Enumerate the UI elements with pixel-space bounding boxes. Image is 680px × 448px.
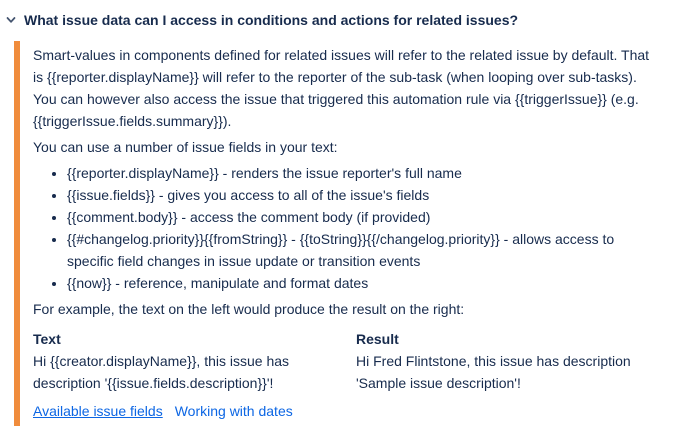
list-item: • {{now}} - reference, manipulate and format dates [67,272,645,294]
list-item: • {{comment.body}} - access the comment body (if provided) [67,206,645,228]
faq-question-title[interactable]: What issue data can I access in conditions and actions for related issues? [24,12,519,28]
faq-question-toggle[interactable] [0,0,680,30]
link-available-issue-fields[interactable]: Available issue fields [33,403,163,419]
example-result-body: Hi Fred Flintstone, this issue has description 'Sample issue description'! [356,353,631,391]
answer-paragraph-intro-fields: You can use a number of issue fields in your text: [33,139,338,155]
chevron-down-icon[interactable] [5,14,17,26]
list-item: • {{issue.fields}} - gives you access to all of the issue's fields [67,184,645,206]
related-links [33,400,656,422]
example-text-body: Hi {{creator.displayName}}, this issue has description '{{issue.fields.description}}'! [33,353,290,391]
example-result-column [356,328,656,394]
list-item: • {{reporter.displayName}} - renders the issue reporter's full name [67,162,645,184]
answer-paragraph-example-intro: For example, the text on the left would produce the result on the right: [33,301,465,317]
example-table [33,328,656,394]
issue-fields-list [33,162,656,294]
example-text-header: Text [33,331,61,347]
example-text-column [33,328,356,394]
example-result-header: Result [356,331,399,347]
faq-answer-panel [14,41,680,426]
answer-paragraph-smart-values: Smart-values in components defined for related issues will refer to the related issue by default. That is {{reporter.displayName}} will refer to the reporter of the sub-task (when looping over sub-tasks). You can however also access the issue that triggered this automation rule via {{triggerIssue}} (e.g. {{triggerIssue.fields.summary}}). [33,47,650,129]
link-working-with-dates[interactable]: Working with dates [174,403,293,419]
list-item: • {{#changelog.priority}}{{fromString}} - {{toString}}{{/changelog.priority}} - allows access to specific field changes in issue update or transition events [67,228,645,272]
